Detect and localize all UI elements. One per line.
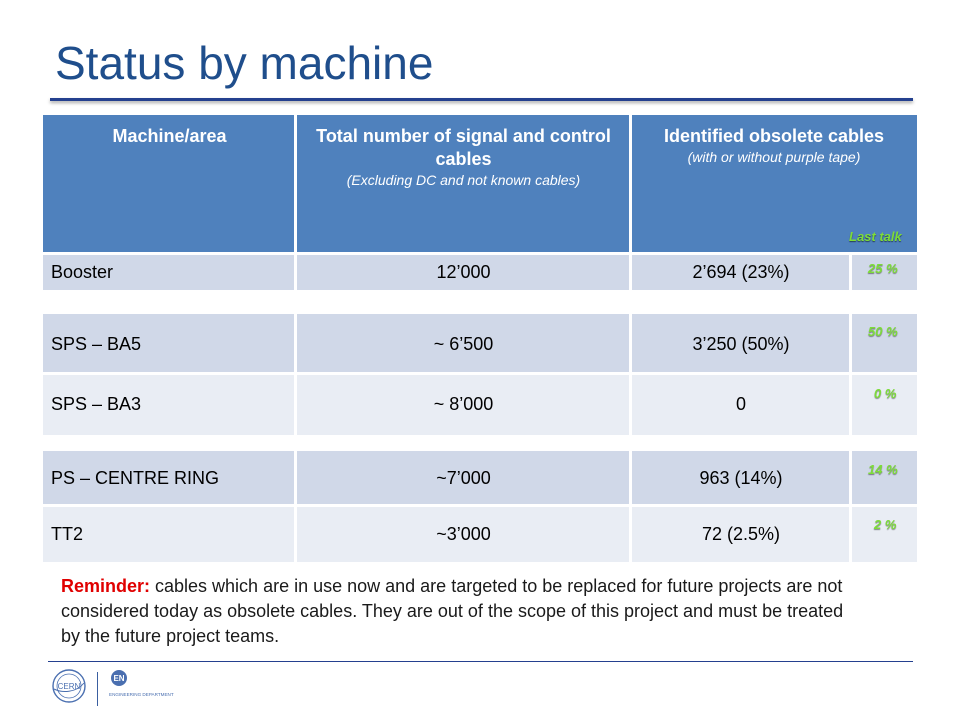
- slide-title: Status by machine: [55, 37, 434, 89]
- grid-line: [849, 255, 852, 290]
- row-ps-centre-ring-machine: PS – CENTRE RING: [43, 451, 296, 506]
- row-tt2-machine: TT2: [43, 506, 296, 562]
- row-ps-centre-ring-total: ~7’000: [296, 451, 631, 506]
- cern-logo-text: CERN: [57, 682, 81, 691]
- header-obsolete-sub: (with or without purple tape): [687, 149, 861, 165]
- row-sps-ba5-total: ~ 6’500: [296, 314, 631, 374]
- row-sps-ba5-obsolete: 3’250 (50%): [631, 314, 851, 374]
- header-total-sub: (Excluding DC and not known cables): [346, 172, 581, 188]
- header-total: [296, 115, 631, 252]
- row-tt2-obsolete: 72 (2.5%): [631, 506, 851, 562]
- row-tt2-last-talk-cell: [851, 506, 917, 562]
- row-sps-ba3-last-talk-cell: [851, 374, 917, 435]
- row-booster-last-talk: 25 %: [868, 261, 898, 276]
- last-talk-label: Last talk: [849, 229, 902, 244]
- row-tt2-last-talk: 2 %: [874, 517, 897, 532]
- header-machine-label: Machine/area: [112, 126, 227, 146]
- reminder-label: Reminder:: [61, 576, 151, 596]
- row-ps-centre-ring-obsolete: 963 (14%): [631, 451, 851, 506]
- reminder-note: [61, 574, 861, 649]
- grid-line: [294, 115, 297, 290]
- row-sps-ba5-machine: SPS – BA5: [43, 314, 296, 374]
- row-booster-machine: Booster: [43, 255, 296, 290]
- row-sps-ba3-obsolete: 0: [631, 374, 851, 435]
- row-booster-obsolete: 2’694 (23%): [631, 255, 851, 290]
- row-ps-centre-ring-last-talk: 14 %: [868, 462, 898, 477]
- header-machine: [43, 115, 296, 252]
- row-sps-ba5-last-talk-cell: [851, 314, 917, 374]
- header-obsolete-label: Identified obsolete cables: [663, 126, 885, 146]
- row-sps-ba3-total: ~ 8’000: [296, 374, 631, 435]
- row-sps-ba3-machine: SPS – BA3: [43, 374, 296, 435]
- title-underline: [50, 98, 913, 101]
- grid-line: [629, 115, 632, 290]
- row-booster-total: 12’000: [296, 255, 631, 290]
- en-logo-text: ENGINEERING DEPARTMENT: [109, 692, 174, 697]
- logo-separator: [97, 672, 98, 706]
- row-sps-ba3-last-talk: 0 %: [874, 386, 897, 401]
- grid-line: [43, 372, 917, 375]
- cern-logo: [50, 667, 88, 705]
- row-ps-centre-ring-last-talk-cell: [851, 451, 917, 506]
- grid-line: [43, 252, 917, 255]
- row-tt2-total: ~3’000: [296, 506, 631, 562]
- footer-rule: [48, 661, 913, 662]
- en-logo-mark: EN: [113, 674, 125, 683]
- reminder-text: cables which are in use now and are targeted to be replaced for future projects are not considered today as obsolete cables. They are out of the scope of this project and must be treated by the future project teams.: [61, 576, 844, 646]
- en-department-logo: [107, 668, 174, 708]
- row-sps-ba5-last-talk: 50 %: [868, 324, 898, 339]
- header-total-label: Total number of signal and control cables: [316, 126, 611, 169]
- grid-line: [43, 504, 917, 507]
